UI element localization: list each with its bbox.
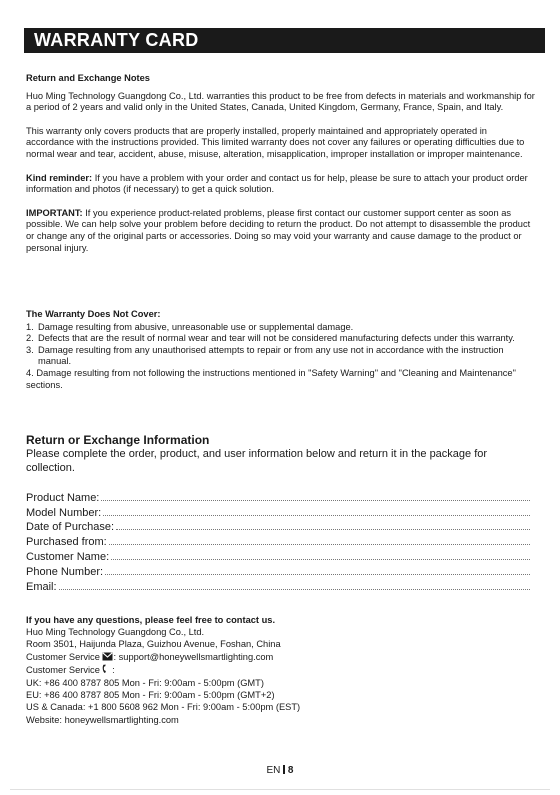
list-item: [26, 333, 536, 345]
return-notes-section: [26, 73, 536, 254]
contact-section: [26, 614, 536, 726]
list-item-number: 1.: [26, 321, 34, 332]
footer-language: EN: [266, 765, 281, 776]
uk-phone: UK: +86 400 8787 805 Mon - Fri: 9:00am - 5:00pm (GMT): [26, 678, 264, 689]
kind-reminder-paragraph: [26, 173, 536, 196]
kind-reminder-text: If you have a problem with your order and contact us for help, please be sure to attach your product order information and photos (if necessary) to get a quick solution.: [26, 172, 528, 195]
not-cover-heading: The Warranty Does Not Cover:: [26, 309, 161, 319]
list-item-text: Damage resulting from abusive, unreasonable use or supplemental damage.: [38, 321, 354, 332]
list-item: [26, 345, 536, 368]
phone-label: Customer Service: [26, 664, 100, 675]
not-cover-section: [26, 309, 536, 391]
envelope-icon: [102, 652, 113, 664]
important-label: IMPORTANT:: [26, 207, 83, 218]
email-label: Customer Service: [26, 651, 100, 662]
important-text: If you experience product-related problems, please first contact our customer support center as soon as possible. We can help solve your problem before deciding to return the product. Do not attempt to disassemble the product or change any of the original parts or accessories. Doing so may void your warranty and cause damage to the product or personal injury.: [26, 207, 531, 253]
model-number-field[interactable]: [26, 504, 530, 519]
field-line[interactable]: [105, 573, 530, 575]
website-link[interactable]: Website: honeywellsmartlighting.com: [26, 714, 179, 725]
customer-service-phone: [26, 664, 536, 677]
product-name-field[interactable]: [26, 489, 530, 504]
kind-reminder-label: Kind reminder:: [26, 172, 93, 183]
phone-number-field[interactable]: [26, 563, 530, 578]
eu-phone: EU: +86 400 8787 805 Mon - Fri: 9:00am - 5:00pm (GMT+2): [26, 690, 275, 701]
list-item-text: Damage resulting from not following the instructions mentioned in "Safety Warning" and "Cleaning and Maintenance" sections.: [26, 367, 516, 390]
field-label: Customer Name:: [26, 550, 110, 563]
list-item: [26, 322, 536, 334]
list-item-number: 3.: [26, 344, 34, 355]
support-email-link[interactable]: : support@honeywellsmartlighting.com: [113, 651, 274, 662]
field-label: Purchased from:: [26, 536, 107, 549]
warranty-period-paragraph: Huo Ming Technology Guangdong Co., Ltd. warranties this product to be free from defects in materials and workmanship for a period of 2 years and valid only in the United States, Canada, United Kingdom, Germany, France, Spain, and Italy.: [26, 90, 535, 113]
footer-separator: [283, 765, 285, 774]
page-footer: [0, 765, 560, 776]
phone-suffix: :: [109, 664, 115, 675]
field-label: Phone Number:: [26, 565, 104, 578]
company-name: Huo Ming Technology Guangdong Co., Ltd.: [26, 627, 205, 638]
company-address: Room 3501, Haijunda Plaza, Guizhou Avenue, Foshan, China: [26, 639, 281, 650]
list-item-number: 2.: [26, 333, 34, 344]
customer-name-field[interactable]: [26, 548, 530, 563]
list-item-number: 4.: [26, 367, 34, 378]
important-paragraph: [26, 208, 536, 254]
purchased-from-field[interactable]: [26, 533, 530, 548]
page-title: WARRANTY CARD: [24, 28, 545, 53]
list-item-text: Damage resulting from any unauthorised attempts to repair or from any use not in accordance with the instruction manual.: [38, 344, 504, 367]
field-line[interactable]: [101, 499, 530, 501]
bottom-divider: [10, 789, 550, 790]
us-canada-phone: US & Canada: +1 800 5608 962 Mon - Fri: 9:00am - 5:00pm (EST): [26, 702, 301, 713]
email-field[interactable]: [26, 578, 530, 593]
return-exchange-description: Please complete the order, product, and user information below and return it in the package for collection.: [26, 448, 488, 474]
return-form-fields: [26, 489, 530, 593]
not-cover-list: [26, 322, 536, 392]
customer-service-email: [26, 651, 536, 664]
field-label: Product Name:: [26, 491, 100, 504]
field-label: Model Number:: [26, 506, 102, 519]
field-label: Date of Purchase:: [26, 521, 115, 534]
return-exchange-heading: Return or Exchange Information: [26, 433, 210, 447]
page-number: 8: [287, 765, 294, 776]
contact-heading: If you have any questions, please feel free to contact us.: [26, 615, 276, 625]
list-item: [26, 368, 536, 391]
date-of-purchase-field[interactable]: [26, 519, 530, 534]
field-line[interactable]: [103, 514, 530, 516]
field-line[interactable]: [111, 558, 530, 560]
field-line[interactable]: [59, 588, 530, 590]
warranty-coverage-paragraph: This warranty only covers products that are properly installed, properly maintained and appropriately operated in accordance with the instructions provided. This limited warranty does not cover any failures or operating difficulties due to normal wear and tear, accident, abuse, misuse, alteration, misapplication, improper installation or improper maintenance.: [26, 125, 525, 159]
field-label: Email:: [26, 580, 57, 593]
return-notes-heading: Return and Exchange Notes: [26, 73, 150, 83]
field-line[interactable]: [116, 528, 530, 530]
list-item-text: Defects that are the result of normal wear and tear will not be considered manufacturing defects under this warranty.: [38, 333, 515, 344]
field-line[interactable]: [109, 543, 530, 545]
